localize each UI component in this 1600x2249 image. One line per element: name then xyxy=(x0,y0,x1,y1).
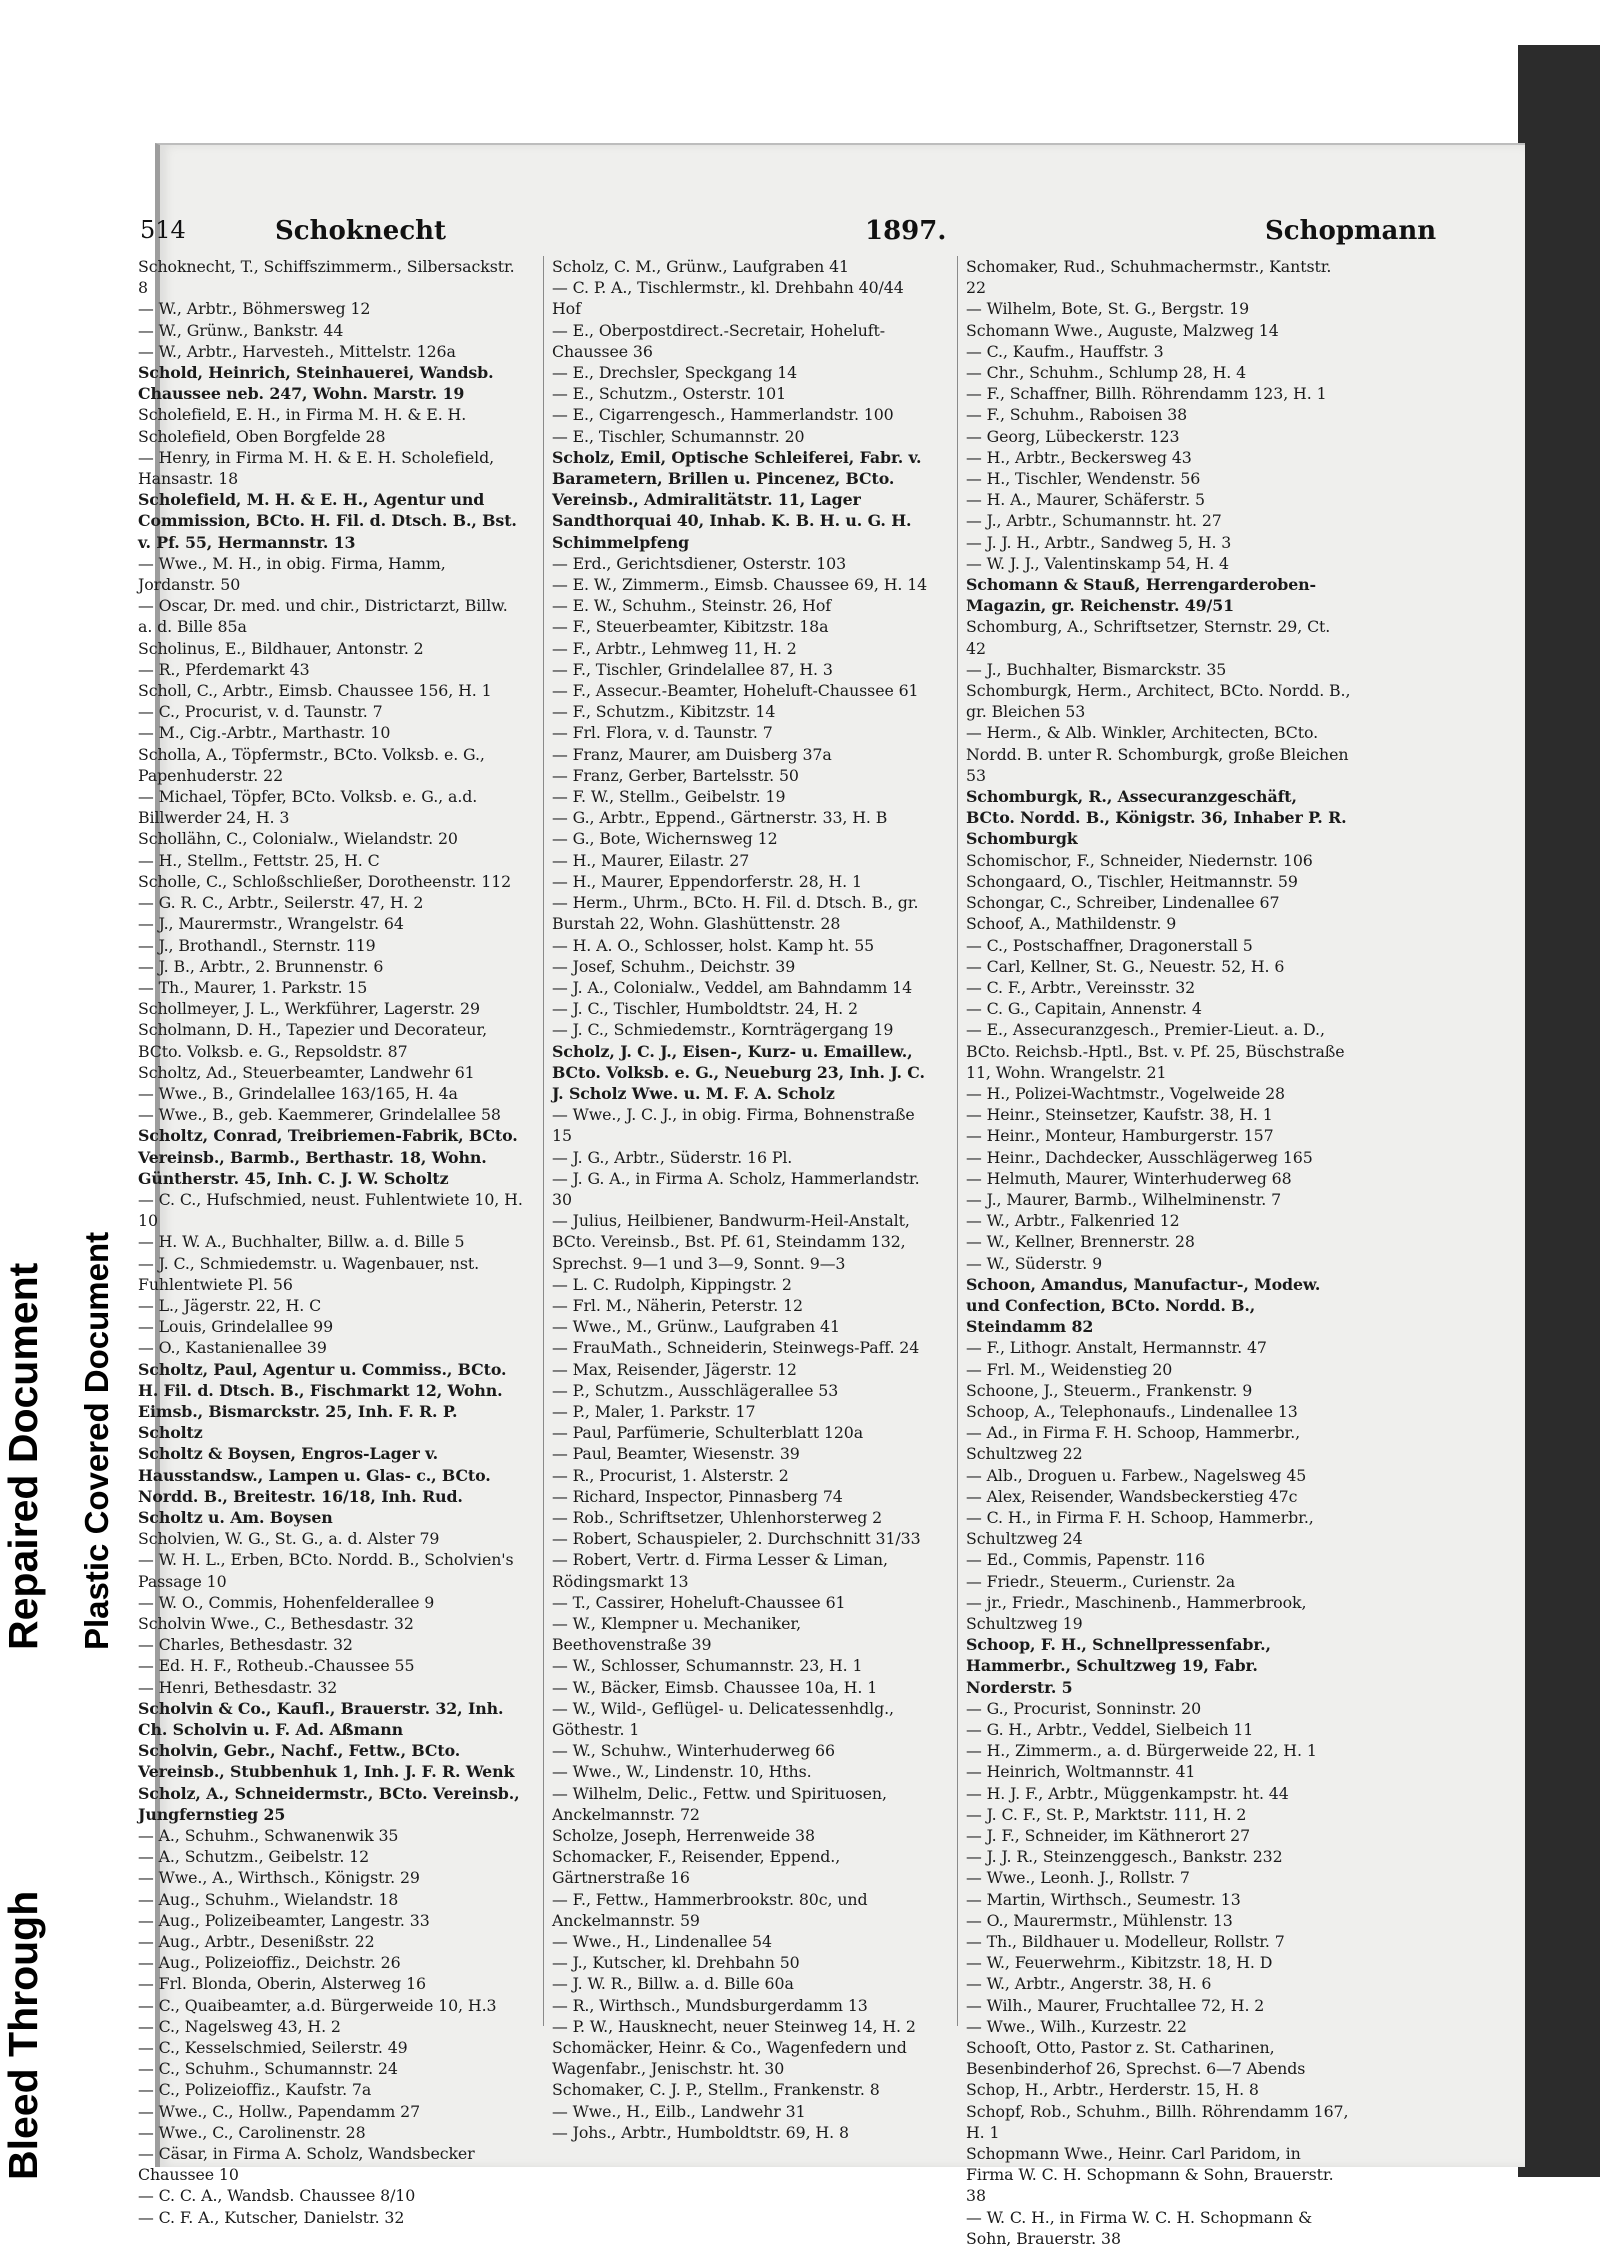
directory-entry: Scholl, C., Arbtr., Eimsb. Chaussee 156, H. 1 xyxy=(138,681,492,701)
directory-entry: — T., Cassirer, Hoheluft-Chaussee 61 xyxy=(552,1592,846,1612)
directory-entry: — C., Postschaffner, Dragonerstall 5 xyxy=(966,935,1253,955)
directory-entry: Schoknecht, T., Schiffszimmerm., Silbersackstr. 8 xyxy=(138,257,515,298)
directory-entry: — Wwe., W., Lindenstr. 10, Hths. xyxy=(552,1762,812,1782)
directory-entry: Scholtz, Ad., Steuerbeamter, Landwehr 61 xyxy=(138,1062,475,1082)
directory-entry: Schomacker, F., Reisender, Eppend., Gärtnerstraße 16 xyxy=(552,1847,841,1888)
directory-entry: — W., Bäcker, Eimsb. Chaussee 10a, H. 1 xyxy=(552,1677,878,1697)
directory-entry: Scholz, A., Schneidermstr., BCto. Vereinsb., Jungfernstieg 25 xyxy=(138,1783,520,1824)
directory-entry: — Wwe., H., Eilb., Landwehr 31 xyxy=(552,2101,806,2121)
directory-entry: — Georg, Lübeckerstr. 123 xyxy=(966,426,1180,446)
directory-entry: Schold, Heinrich, Steinhauerei, Wandsb. Chaussee neb. 247, Wohn. Marstr. 19 xyxy=(138,363,494,404)
directory-entry: — Wwe., Leonh. J., Rollstr. 7 xyxy=(966,1868,1190,1888)
plastic-covered-label: Plastic Covered Document xyxy=(78,1231,115,1650)
directory-entry: — Aug., Polizeibeamter, Langestr. 33 xyxy=(138,1910,430,1930)
directory-entry: — Rob., Schriftsetzer, Uhlenhorsterweg 2 xyxy=(552,1507,883,1527)
directory-entry: — Wwe., Wilh., Kurzestr. 22 xyxy=(966,2016,1187,2036)
directory-entry: — W. H. L., Erben, BCto. Nordd. B., Scholvien's Passage 10 xyxy=(138,1550,514,1591)
directory-entry: — Robert, Schauspieler, 2. Durchschnitt 31/33 xyxy=(552,1529,921,1549)
directory-entry: — Ed., Commis, Papenstr. 116 xyxy=(966,1550,1205,1570)
directory-entry: — C. F. A., Kutscher, Danielstr. 32 xyxy=(138,2207,405,2227)
directory-entry: — Henry, in Firma M. H. & E. H. Scholefield, Hansastr. 18 xyxy=(138,447,495,489)
directory-entry: Scholz, Emil, Optische Schleiferei, Fabr. v. Barametern, Brillen u. Pincenez, BCto. Vereinsb., Admiralitätstr. 11, Lager Sandthorquai 40, Inhab. K. B. H. u. G. H. Schimmelpfeng xyxy=(552,447,922,552)
directory-entry: — P., Maler, 1. Parkstr. 17 xyxy=(552,1401,756,1421)
directory-entry: Scholtz, Conrad, Treibriemen-Fabrik, BCto. Vereinsb., Barmb., Berthastr. 18, Wohn. Güntherstr. 45, Inh. C. J. W. Scholtz xyxy=(138,1126,518,1188)
directory-entry: — L. C. Rudolph, Kippingstr. 2 xyxy=(552,1274,792,1294)
directory-entry: — H., Maurer, Eilastr. 27 xyxy=(552,850,750,870)
directory-entry: Scholvin, Gebr., Nachf., Fettw., BCto. Vereinsb., Stubbenhuk 1, Inh. J. F. R. Wenk xyxy=(138,1741,515,1782)
directory-entry: Scholinus, E., Bildhauer, Antonstr. 2 xyxy=(138,638,424,658)
directory-entry: Scholvin & Co., Kaufl., Brauerstr. 32, Inh. Ch. Scholvin u. F. Ad. Aßmann xyxy=(138,1698,504,1740)
directory-entry: — W., Feuerwehrm., Kibitzstr. 18, H. D xyxy=(966,1953,1273,1973)
directory-entry: — J., Maurermstr., Wrangelstr. 64 xyxy=(138,914,404,934)
header-left-word: Schoknecht xyxy=(275,216,447,246)
directory-entry: Schooſt, Otto, Pastor z. St. Catharinen, Besenbinderhof 26, Sprechst. 6—7 Abends xyxy=(966,2038,1306,2079)
directory-entry: — E., Cigarrengesch., Hammerlandstr. 100 xyxy=(552,405,894,425)
directory-entry: — W., Wild-, Geflügel- u. Delicatessenhdlg., Göthestr. 1 xyxy=(552,1698,894,1740)
directory-entry: Scholefield, E. H., in Firma M. H. & E. H. Scholefield, Oben Borgfelde 28 xyxy=(138,405,467,446)
directory-entry: — C. C. A., Wandsb. Chaussee 8/10 xyxy=(138,2186,416,2206)
directory-entry: — F., Tischler, Grindelallee 87, H. 3 xyxy=(552,659,833,679)
directory-entry: — J. A., Colonialw., Veddel, am Bahndamm 14 xyxy=(552,977,913,997)
directory-entry: — Alex, Reisender, Wandsbeckerstieg 47c xyxy=(966,1486,1298,1506)
directory-entry: — Wwe., C., Hollw., Papendamm 27 xyxy=(138,2101,421,2121)
directory-entry: Scholefield, M. H. & E. H., Agentur und Commission, BCto. H. Fil. d. Dtsch. B., Bst. v. Pf. 55, Hermannstr. 13 xyxy=(138,490,517,552)
directory-entry: Schomaker, C. J. P., Stellm., Frankenstr. 8 xyxy=(552,2080,880,2100)
directory-entry: — J. C., Schmiedemstr., Kornträgergang 19 xyxy=(552,1020,894,1040)
directory-entry: — W., Arbtr., Angerstr. 38, H. 6 xyxy=(966,1974,1212,1994)
directory-entry: Schop, H., Arbtr., Herderstr. 15, H. 8 xyxy=(966,2080,1259,2100)
directory-entry: — C., Kesselschmied, Seilerstr. 49 xyxy=(138,2038,408,2058)
directory-entry: Schollähn, C., Colonialw., Wielandstr. 20 xyxy=(138,829,458,849)
directory-entry: Schongaard, O., Tischler, Heitmannstr. 59 xyxy=(966,871,1298,891)
directory-entry: — G., Arbtr., Eppend., Gärtnerstr. 33, H. B xyxy=(552,808,888,828)
directory-entry: Scholle, C., Schloßschließer, Dorotheenstr. 112 xyxy=(138,871,512,891)
column-divider xyxy=(957,256,958,2026)
directory-entry: — H., Tischler, Wendenstr. 56 xyxy=(966,469,1201,489)
directory-entry: — Aug., Schuhm., Wielandstr. 18 xyxy=(138,1889,399,1909)
directory-entry: — Julius, Heilbiener, Bandwurm-Heil-Anstalt, BCto. Vereinsb., Bst. Pf. 61, Steindamm 132, Sprechst. 9—1 und 3—9, Sonnt. 9—3 xyxy=(552,1211,910,1273)
directory-entry: — J. G., Arbtr., Süderstr. 16 Pl. xyxy=(552,1147,793,1167)
directory-entry: — C. P. A., Tischlermstr., kl. Drehbahn 40/44 Hof xyxy=(552,278,904,319)
directory-entry: Schomburgk, Herm., Architect, BCto. Nordd. B., gr. Bleichen 53 xyxy=(966,681,1351,722)
directory-entry: — W., Klempner u. Mechaniker, Beethovenstraße 39 xyxy=(552,1614,802,1655)
directory-entry: — F., Schutzm., Kibitzstr. 14 xyxy=(552,702,776,722)
directory-entry: — G. R. C., Arbtr., Seilerstr. 47, H. 2 xyxy=(138,893,424,913)
directory-entry: — Heinr., Steinsetzer, Kaufstr. 38, H. 1 xyxy=(966,1105,1273,1125)
directory-entry: — Franz, Gerber, Bartelsstr. 50 xyxy=(552,765,799,785)
directory-entry: — C., Schuhm., Schumannstr. 24 xyxy=(138,2059,398,2079)
directory-entry: — C., Procurist, v. d. Taunstr. 7 xyxy=(138,702,383,722)
directory-column-1 xyxy=(138,256,523,2228)
directory-entry: Schomaker, Rud., Schuhmachermstr., Kantstr. 22 xyxy=(966,257,1332,298)
directory-entry: — J. C. F., St. P., Marktstr. 111, H. 2 xyxy=(966,1804,1247,1824)
directory-entry: — Wwe., J. C. J., in obig. Firma, Bohnenstraße 15 xyxy=(552,1105,915,1146)
directory-entry: — Paul, Beamter, Wiesenstr. 39 xyxy=(552,1444,800,1464)
directory-entry: — Alb., Droguen u. Farbew., Nagelsweg 45 xyxy=(966,1465,1307,1485)
directory-entry: Scholmann, D. H., Tapezier und Decorateur, BCto. Volksb. e. G., Repsoldstr. 87 xyxy=(138,1020,487,1061)
directory-entry: — Max, Reisender, Jägerstr. 12 xyxy=(552,1359,797,1379)
directory-entry: — H., Stellm., Fettstr. 25, H. C xyxy=(138,850,380,870)
page-number: 514 xyxy=(140,216,186,244)
directory-entry: — Heinr., Dachdecker, Ausschlägerweg 165 xyxy=(966,1147,1313,1167)
directory-entry: Scholz, J. C. J., Eisen-, Kurz- u. Emaillew., BCto. Volksb. e. G., Neueburg 23, Inh. J. C. J. Scholz Wwe. u. M. F. A. Scholz xyxy=(552,1041,925,1103)
directory-entry: — Josef, Schuhm., Deichstr. 39 xyxy=(552,956,796,976)
directory-entry: — C. G., Capitain, Annenstr. 4 xyxy=(966,999,1202,1019)
directory-entry: — Johs., Arbtr., Humboldtstr. 69, H. 8 xyxy=(552,2122,849,2142)
directory-entry: — Friedr., Steuerm., Curienstr. 2a xyxy=(966,1571,1236,1591)
directory-entry: — Richard, Inspector, Pinnasberg 74 xyxy=(552,1486,843,1506)
directory-entry: — J. J. H., Arbtr., Sandweg 5, H. 3 xyxy=(966,532,1232,552)
directory-entry: — R., Wirthsch., Mundsburgerdamm 13 xyxy=(552,1995,868,2015)
directory-entry: — Erd., Gerichtsdiener, Osterstr. 103 xyxy=(552,553,847,573)
directory-entry: — R., Pferdemarkt 43 xyxy=(138,659,310,679)
directory-entry: — J., Arbtr., Schumannstr. ht. 27 xyxy=(966,511,1222,531)
directory-entry: — W. O., Commis, Hohenfelderallee 9 xyxy=(138,1592,435,1612)
column-divider xyxy=(543,256,544,2026)
directory-entry: — H., Polizei-Wachtmstr., Vogelweide 28 xyxy=(966,1083,1286,1103)
directory-entry: — H. A., Maurer, Schäferstr. 5 xyxy=(966,490,1206,510)
directory-entry: — A., Schuhm., Schwanenwik 35 xyxy=(138,1826,399,1846)
directory-entry: — Paul, Parfümerie, Schulterblatt 120a xyxy=(552,1423,864,1443)
directory-entry: Schomischor, F., Schneider, Niedernstr. 106 xyxy=(966,850,1313,870)
directory-entry: — Wwe., M. H., in obig. Firma, Hamm, Jordanstr. 50 xyxy=(138,553,446,595)
directory-entry: Schopf, Rob., Schuhm., Billh. Röhrendamm 167, H. 1 xyxy=(966,2101,1349,2142)
directory-entry: Scholze, Joseph, Herrenweide 38 xyxy=(552,1826,815,1846)
directory-entry: — Franz, Maurer, am Duisberg 37a xyxy=(552,744,832,764)
directory-entry: — C., Polizeioffiz., Kaufstr. 7a xyxy=(138,2080,372,2100)
directory-entry: — Wwe., A., Wirthsch., Königstr. 29 xyxy=(138,1868,420,1888)
directory-entry: — M., Cig.-Arbtr., Marthastr. 10 xyxy=(138,723,391,743)
directory-entry: Schopmann Wwe., Heinr. Carl Paridom, in Firma W. C. H. Schopmann & Sohn, Brauerstr. 38 xyxy=(966,2144,1334,2206)
directory-entry: — Carl, Kellner, St. G., Neuestr. 52, H. 6 xyxy=(966,956,1285,976)
directory-entry: — Louis, Grindelallee 99 xyxy=(138,1317,334,1337)
header-year: 1897. xyxy=(865,216,947,246)
directory-entry: — R., Procurist, 1. Alsterstr. 2 xyxy=(552,1465,789,1485)
directory-entry: — G., Bote, Wichernsweg 12 xyxy=(552,829,778,849)
directory-entry: — O., Kastanienallee 39 xyxy=(138,1338,327,1358)
directory-entry: — Wwe., C., Carolinenstr. 28 xyxy=(138,2122,366,2142)
directory-entry: Schoop, F. H., Schnellpressenfabr., Hammerbr., Schultzweg 19, Fabr. Norderstr. 5 xyxy=(966,1635,1271,1697)
directory-entry: — Cäsar, in Firma A. Scholz, Wandsbecker Chaussee 10 xyxy=(138,2144,475,2185)
directory-entry: — W. C. H., in Firma W. C. H. Schopmann & Sohn, Brauerstr. 38 xyxy=(966,2207,1313,2248)
directory-entry: Schoop, A., Telephonaufs., Lindenallee 13 xyxy=(966,1401,1298,1421)
directory-entry: — Wwe., M., Grünw., Laufgraben 41 xyxy=(552,1317,840,1337)
directory-entry: — Aug., Arbtr., Desenißstr. 22 xyxy=(138,1932,375,1952)
page-header xyxy=(140,216,1437,246)
directory-entry: Schomann & Stauß, Herrengarderoben-Magazin, gr. Reichenstr. 49/51 xyxy=(966,575,1317,616)
directory-entry: — W., Arbtr., Falkenried 12 xyxy=(966,1211,1180,1231)
directory-entry: — C., Nagelsweg 43, H. 2 xyxy=(138,2016,341,2036)
directory-entry: — W. J. J., Valentinskamp 54, H. 4 xyxy=(966,553,1230,573)
directory-entry: — J., Brothandl., Sternstr. 119 xyxy=(138,935,376,955)
directory-entry: — H. A. O., Schlosser, holst. Kamp ht. 55 xyxy=(552,935,875,955)
directory-entry: — C., Quaibeamter, a.d. Bürgerweide 10, H.3 xyxy=(138,1995,497,2015)
directory-entry: — Herm., Uhrm., BCto. H. Fil. d. Dtsch. B., gr. Burstah 22, Wohn. Glashüttenstr. 28 xyxy=(552,893,919,934)
directory-entry: — Henri, Bethesdastr. 32 xyxy=(138,1677,338,1697)
header-right-word: Schopmann xyxy=(1265,216,1437,246)
directory-entry: — W., Kellner, Brennerstr. 28 xyxy=(966,1232,1195,1252)
directory-entry: Schomann Wwe., Auguste, Malzweg 14 xyxy=(966,320,1279,340)
directory-entry: — F., Assecur.-Beamter, Hoheluft-Chaussee 61 xyxy=(552,681,919,701)
directory-entry: — Wwe., B., Grindelallee 163/165, H. 4a xyxy=(138,1083,458,1103)
directory-entry: — Martin, Wirthsch., Seumestr. 13 xyxy=(966,1889,1241,1909)
directory-entry: — F., Steuerbeamter, Kibitzstr. 18a xyxy=(552,617,829,637)
directory-entry: — H., Maurer, Eppendorferstr. 28, H. 1 xyxy=(552,871,862,891)
directory-entry: — Frl. Flora, v. d. Taunstr. 7 xyxy=(552,723,773,743)
directory-entry: — J. C., Schmiedemstr. u. Wagenbauer, nst. Fuhlentwiete Pl. 56 xyxy=(138,1253,480,1294)
directory-entry: — E. W., Schuhm., Steinstr. 26, Hof xyxy=(552,596,831,616)
directory-entry: — J. F., Schneider, im Käthnerort 27 xyxy=(966,1826,1251,1846)
directory-entry: — Wwe., B., geb. Kaemmerer, Grindelallee 58 xyxy=(138,1105,501,1125)
directory-entry: — E., Drechsler, Speckgang 14 xyxy=(552,363,798,383)
directory-entry: — A., Schutzm., Geibelstr. 12 xyxy=(138,1847,370,1867)
directory-entry: — J. B., Arbtr., 2. Brunnenstr. 6 xyxy=(138,956,384,976)
directory-entry: Schollmeyer, J. L., Werkführer, Lagerstr. 29 xyxy=(138,999,480,1019)
directory-entry: — C. H., in Firma F. H. Schoop, Hammerbr., Schultzweg 24 xyxy=(966,1507,1314,1549)
directory-entry: — Frl. M., Näherin, Peterstr. 12 xyxy=(552,1295,803,1315)
directory-entry: Schoon, Amandus, Manufactur-, Modew. und Confection, BCto. Nordd. B., Steindamm 82 xyxy=(966,1274,1321,1337)
directory-entry: — Ad., in Firma F. H. Schoop, Hammerbr., Schultzweg 22 xyxy=(966,1423,1301,1464)
directory-entry: — C., Kaufm., Hauffstr. 3 xyxy=(966,341,1164,361)
directory-entry: — C. F., Arbtr., Vereinsstr. 32 xyxy=(966,977,1196,997)
directory-entry: — Th., Maurer, 1. Parkstr. 15 xyxy=(138,977,368,997)
directory-entry: Scholtz, Paul, Agentur u. Commiss., BCto. H. Fil. d. Dtsch. B., Fischmarkt 12, Wohn. Eimsb., Bismarckstr. 25, Inh. F. R. P. Scholtz xyxy=(138,1359,507,1443)
directory-entry: — Wilh., Maurer, Fruchtallee 72, H. 2 xyxy=(966,1995,1265,2015)
directory-entry: — J. C., Tischler, Humboldtstr. 24, H. 2 xyxy=(552,999,858,1019)
directory-entry: — Wilhelm, Delic., Fettw. und Spirituosen, Anckelmannstr. 72 xyxy=(552,1783,887,1824)
directory-entry: — Wwe., H., Lindenallee 54 xyxy=(552,1932,772,1952)
directory-entry: — G., Procurist, Sonninstr. 20 xyxy=(966,1698,1202,1718)
repaired-document-label: Repaired Document xyxy=(0,1262,46,1650)
directory-entry: Scholvin Wwe., C., Bethesdastr. 32 xyxy=(138,1614,414,1633)
directory-entry: — Ed. H. F., Rotheub.-Chaussee 55 xyxy=(138,1656,415,1676)
directory-entry: Schomburg, A., Schriftsetzer, Sternstr. 29, Ct. 42 xyxy=(966,617,1331,658)
directory-entry: — jr., Friedr., Maschinenb., Hammerbrook, Schultzweg 19 xyxy=(966,1592,1307,1633)
directory-entry: Schongar, C., Schreiber, Lindenallee 67 xyxy=(966,893,1280,913)
directory-entry: Schoone, J., Steuerm., Frankenstr. 9 xyxy=(966,1380,1253,1400)
directory-entry: — Herm., & Alb. Winkler, Architecten, BCto. Nordd. B. unter R. Schomburgk, große Bleichen 53 xyxy=(966,723,1349,785)
directory-entry: — G. H., Arbtr., Veddel, Sielbeich 11 xyxy=(966,1720,1254,1740)
directory-entry: — FrauMath., Schneiderin, Steinwegs-Paff. 24 xyxy=(552,1338,920,1358)
directory-entry: — F., Arbtr., Lehmweg 11, H. 2 xyxy=(552,638,797,658)
directory-entry: — W., Schlosser, Schumannstr. 23, H. 1 xyxy=(552,1656,863,1676)
directory-entry: Schomburgk, R., Assecuranzgeschäft, BCto. Nordd. B., Königstr. 36, Inhaber P. R. Schomburgk xyxy=(966,787,1347,849)
directory-entry: — Chr., Schuhm., Schlump 28, H. 4 xyxy=(966,363,1247,383)
directory-entry: — F. W., Stellm., Geibelstr. 19 xyxy=(552,787,786,807)
directory-entry: — J. J. R., Steinzenggesch., Bankstr. 232 xyxy=(966,1847,1283,1867)
directory-entry: — Charles, Bethesdastr. 32 xyxy=(138,1635,353,1655)
directory-entry: — E., Assecuranzgesch., Premier-Lieut. a. D., BCto. Reichsb.-Hptl., Bst. v. Pf. 25, Büschstraße 11, Wohn. Wrangelstr. 21 xyxy=(966,1020,1345,1082)
directory-entry: — F., Fettw., Hammerbrookstr. 80c, und Anckelmannstr. 59 xyxy=(552,1889,868,1930)
directory-entry: Scholz, C. M., Grünw., Laufgraben 41 xyxy=(552,257,849,276)
directory-entry: — W., Arbtr., Harvestеh., Mittelstr. 126a xyxy=(138,341,456,361)
directory-entry: — W., Süderstr. 9 xyxy=(966,1253,1103,1273)
directory-entry: — W., Arbtr., Böhmersweg 12 xyxy=(138,299,371,319)
directory-entry: — H. J. F., Arbtr., Müggenkampstr. ht. 44 xyxy=(966,1783,1289,1803)
directory-entry: Schomäcker, Heinr. & Co., Wagenfedern und Wagenfabr., Jenischstr. ht. 30 xyxy=(552,2038,907,2079)
dark-border-strip xyxy=(1518,45,1600,2177)
directory-entry: — P. W., Hausknecht, neuer Steinweg 14, H. 2 xyxy=(552,2016,916,2036)
directory-entry: — E., Oberpostdirect.-Secretair, Hoheluft-Chaussee 36 xyxy=(552,320,886,361)
directory-entry: — L., Jägerstr. 22, H. C xyxy=(138,1295,322,1315)
directory-entry: — H., Arbtr., Beckersweg 43 xyxy=(966,447,1192,467)
directory-entry: — Robert, Vertr. d. Firma Lesser & Liman, Rödingsmarkt 13 xyxy=(552,1550,888,1591)
directory-entry: — F., Schuhm., Raboisen 38 xyxy=(966,405,1188,425)
directory-entry: — P., Schutzm., Ausschlägerallee 53 xyxy=(552,1380,839,1400)
bleed-through-label: Bleed Through xyxy=(0,1890,46,2180)
directory-entry: — W., Schuhw., Winterhuderweg 66 xyxy=(552,1741,835,1761)
directory-entry: — E. W., Zimmerm., Eimsb. Chaussee 69, H. 14 xyxy=(552,575,928,595)
directory-entry: — H. W. A., Buchhalter, Billw. a. d. Bille 5 xyxy=(138,1232,465,1252)
directory-entry: — Michael, Töpfer, BCto. Volksb. e. G., a.d. Billwerder 24, H. 3 xyxy=(138,787,478,828)
directory-entry: — Frl. Blonda, Oberin, Alsterweg 16 xyxy=(138,1974,426,1994)
side-label-area xyxy=(0,560,150,2180)
directory-entry: — J., Maurer, Barmb., Wilhelminenstr. 7 xyxy=(966,1189,1282,1209)
directory-entry: — E., Tischler, Schumannstr. 20 xyxy=(552,426,805,446)
directory-entry: — Frl. M., Weidenstieg 20 xyxy=(966,1359,1173,1379)
directory-entry: — Oscar, Dr. med. und chir., Districtarzt, Billw. a. d. Bille 85a xyxy=(138,596,508,637)
directory-entry: — J. W. R., Billw. a. d. Bille 60a xyxy=(552,1974,794,1994)
directory-entry: — F., Schaffner, Billh. Röhrendamm 123, H. 1 xyxy=(966,384,1327,404)
directory-entry: — Wilhelm, Bote, St. G., Bergstr. 19 xyxy=(966,299,1250,319)
directory-entry: — Heinr., Monteur, Hamburgerstr. 157 xyxy=(966,1126,1274,1146)
directory-entry: — Heinrich, Woltmannstr. 41 xyxy=(966,1762,1196,1782)
directory-entry: — J., Buchhalter, Bismarckstr. 35 xyxy=(966,659,1227,679)
directory-entry: — E., Schutzm., Osterstr. 101 xyxy=(552,384,787,404)
directory-entry: Scholvien, W. G., St. G., a. d. Alster 79 xyxy=(138,1529,440,1549)
directory-entry: — W., Grünw., Bankstr. 44 xyxy=(138,320,344,340)
directory-entry: — O., Maurermstr., Mühlenstr. 13 xyxy=(966,1910,1233,1930)
directory-entry: — J. G. A., in Firma A. Scholz, Hammerlandstr. 30 xyxy=(552,1168,920,1209)
directory-entry: — Helmuth, Maurer, Winterhuderweg 68 xyxy=(966,1168,1292,1188)
directory-entry: — Th., Bildhauer u. Modelleur, Rollstr. 7 xyxy=(966,1932,1285,1952)
directory-entry: — C. C., Hufschmied, neust. Fuhlentwiete 10, H. 10 xyxy=(138,1189,523,1231)
directory-entry: — Aug., Polizeioffiz., Deichstr. 26 xyxy=(138,1953,401,1973)
directory-entry: Schoof, A., Mathildenstr. 9 xyxy=(966,914,1177,934)
directory-entry: — H., Zimmerm., a. d. Bürgerweide 22, H. 1 xyxy=(966,1741,1317,1761)
directory-entry: — F., Lithogr. Anstalt, Hermannstr. 47 xyxy=(966,1338,1267,1358)
directory-column-3 xyxy=(966,256,1351,2249)
directory-entry: Scholla, A., Töpfermstr., BCto. Volksb. e. G., Papenhuderstr. 22 xyxy=(138,744,485,785)
directory-entry: Scholtz & Boysen, Engros-Lager v. Hausstandsw., Lampen u. Glas- c., BCto. Nordd. B., Breitestr. 16/18, Inh. Rud. Scholtz u. Am. Boysen xyxy=(138,1444,491,1527)
directory-entry: — J., Kutscher, kl. Drehbahn 50 xyxy=(552,1953,800,1973)
directory-column-2 xyxy=(552,256,937,2143)
